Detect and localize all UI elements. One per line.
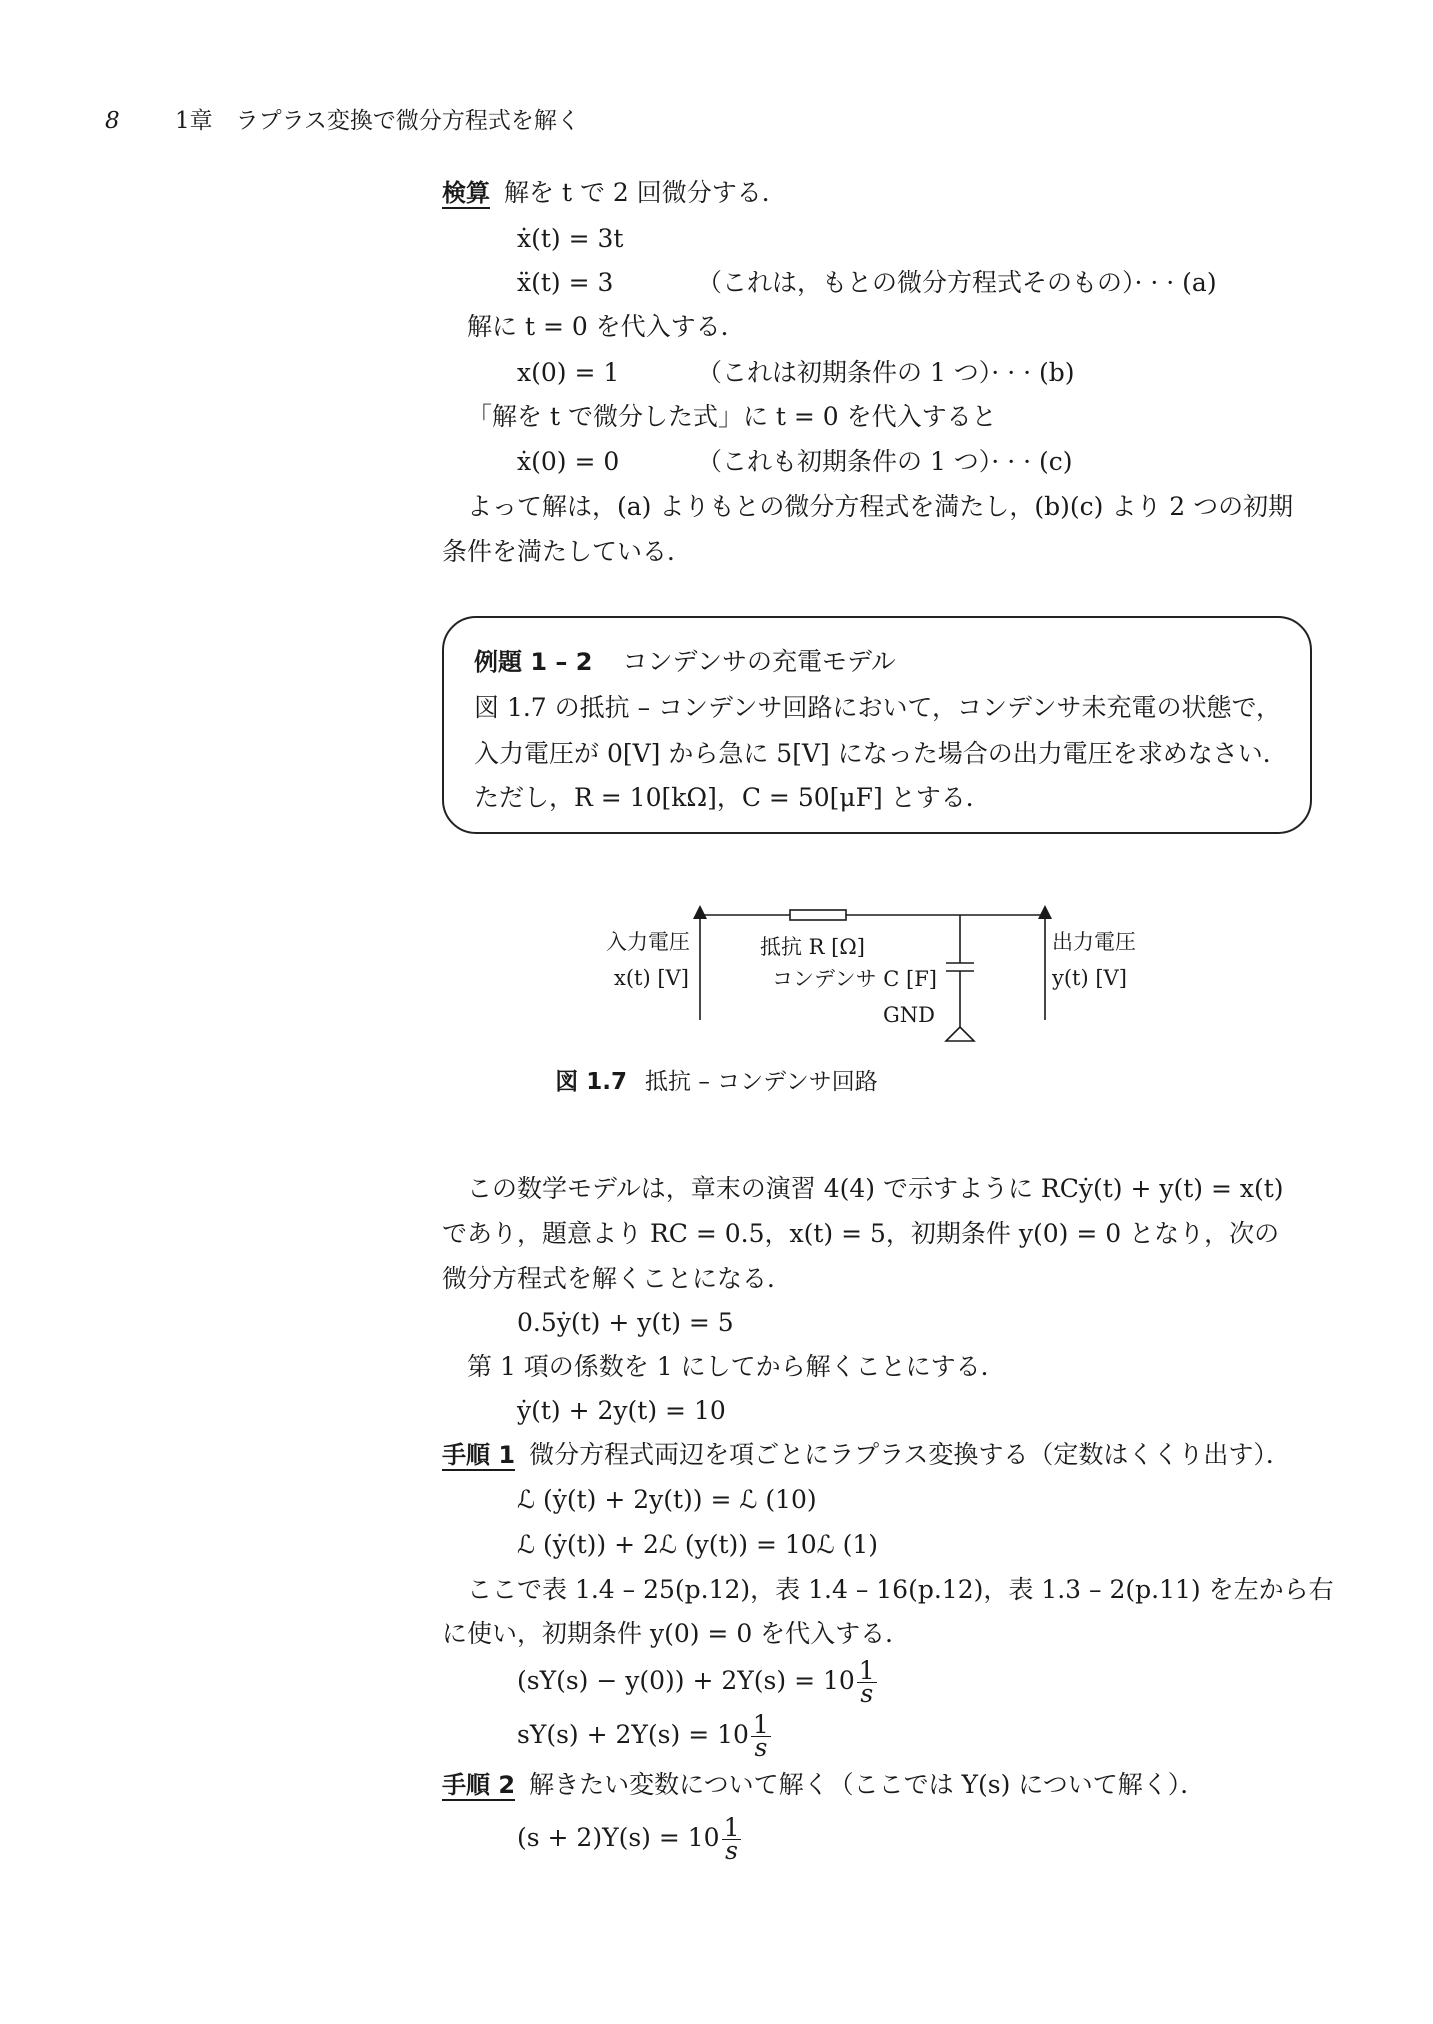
paragraph-line: 微分方程式を解くことになる． — [442, 1264, 793, 1293]
equation-with-fraction — [517, 1813, 741, 1865]
resistor-symbol — [790, 910, 846, 920]
equation: (sY(s) − y(0)) + 2Y(s) = 10 — [517, 1666, 855, 1695]
step2-label: 手順 2 — [442, 1771, 516, 1799]
gnd-label: GND — [883, 1003, 935, 1027]
equation-with-fraction — [517, 1656, 877, 1708]
equation: ẍ(t) = 3 — [517, 268, 614, 297]
fraction-denominator: s — [754, 1733, 768, 1762]
example-box — [442, 616, 1312, 834]
resistor-label: 抵抗 R [Ω] — [760, 935, 865, 959]
example-line: 入力電圧が 0[V] から急に 5[V] になった場合の出力電圧を求めなさい． — [474, 739, 1288, 768]
capacitor-label: コンデンサ C [F] — [772, 967, 937, 991]
circuit-figure — [600, 905, 1160, 1061]
paragraph-line: 条件を満たしている． — [442, 537, 693, 566]
fraction-denominator: s — [860, 1679, 874, 1708]
fraction — [751, 1710, 771, 1762]
step2-heading — [442, 1768, 1205, 1802]
equation-note: （これも初期条件の 1 つ）· · · (c) — [697, 447, 1073, 476]
page-number: 8 — [105, 108, 120, 134]
equation: ℒ (ẏ(t) + 2y(t)) = ℒ (10) — [517, 1485, 817, 1514]
equation: (s + 2)Y(s) = 10 — [517, 1823, 720, 1852]
step2-text: 解きたい変数について解く（ここでは Y(s) について解く）． — [529, 1770, 1206, 1799]
caption-number: 図 1.7 — [555, 1069, 628, 1095]
equation-with-fraction — [517, 1710, 771, 1762]
example-title: コンデンサの充電モデル — [622, 647, 896, 676]
ground-symbol — [946, 1027, 974, 1041]
circuit-diagram — [600, 905, 1160, 1055]
paragraph-line: ここで表 1.4 – 25(p.12)，表 1.4 – 16(p.12)，表 1.3 – 2(p.11) を左から右 — [467, 1575, 1334, 1604]
step1-label: 手順 1 — [442, 1441, 516, 1469]
equation: ẋ(0) = 0 — [517, 447, 620, 476]
example-line: 図 1.7 の抵抗 – コンデンサ回路において，コンデンサ未充電の状態で， — [474, 693, 1282, 722]
example-label: 例題 1 – 2 — [474, 648, 593, 676]
figure-caption — [0, 1063, 1433, 1096]
fraction — [722, 1813, 742, 1865]
paragraph-line: 第 1 項の係数を 1 にしてから解くことにする． — [467, 1352, 1006, 1381]
paragraph-line: 解に t = 0 を代入する． — [467, 312, 746, 341]
paragraph-line: 「解を t で微分した式」に t = 0 を代入すると — [467, 402, 997, 431]
paragraph-line: であり，題意より RC = 0.5，x(t) = 5，初期条件 y(0) = 0 となり，次の — [442, 1219, 1280, 1248]
equation-note: （これは初期条件の 1 つ）· · · (b) — [697, 358, 1075, 387]
equation-note: （これは，もとの微分方程式そのもの）· · · (a) — [697, 268, 1217, 297]
fraction-numerator: 1 — [752, 1710, 769, 1739]
input-label: 入力電圧 — [606, 930, 690, 954]
input-arrow-head — [693, 905, 707, 919]
check-intro: 解を t で 2 回微分する． — [504, 178, 787, 207]
check-heading — [442, 176, 787, 210]
fraction-numerator: 1 — [723, 1813, 740, 1842]
equation: ẏ(t) + 2y(t) = 10 — [517, 1396, 726, 1425]
check-label: 検算 — [442, 179, 490, 207]
equation: ẋ(t) = 3t — [517, 224, 624, 253]
equation: x(0) = 1 — [517, 358, 620, 387]
input-variable: x(t) [V] — [614, 966, 689, 990]
paragraph-line: この数学モデルは，章末の演習 4(4) で示すように RCẏ(t) + y(t) = x(t) — [467, 1174, 1284, 1203]
equation: ℒ (ẏ(t)) + 2ℒ (y(t)) = 10ℒ (1) — [517, 1530, 879, 1559]
step1-text: 微分方程式両辺を項ごとにラプラス変換する（定数はくくり出す）． — [529, 1440, 1291, 1469]
example-heading — [474, 642, 896, 678]
step1-heading — [442, 1438, 1291, 1472]
caption-text: 抵抗 – コンデンサ回路 — [645, 1069, 878, 1095]
chapter-title: 1章 ラプラス変換で微分方程式を解く — [174, 108, 580, 134]
output-arrow-head — [1038, 905, 1052, 919]
output-label: 出力電圧 — [1052, 930, 1136, 954]
equation: sY(s) + 2Y(s) = 10 — [517, 1720, 749, 1749]
page-header — [105, 102, 580, 135]
fraction-denominator: s — [725, 1836, 738, 1865]
output-variable: y(t) [V] — [1052, 966, 1127, 990]
paragraph-line: に使い，初期条件 y(0) = 0 を代入する． — [442, 1619, 911, 1648]
equation: 0.5ẏ(t) + y(t) = 5 — [517, 1308, 734, 1337]
example-line: ただし，R = 10[kΩ]，C = 50[μF] とする． — [474, 783, 991, 812]
fraction-numerator: 1 — [858, 1656, 875, 1685]
paragraph-line: よって解は，(a) よりもとの微分方程式を満たし，(b)(c) より 2 つの初期 — [467, 492, 1294, 521]
fraction — [857, 1656, 877, 1708]
